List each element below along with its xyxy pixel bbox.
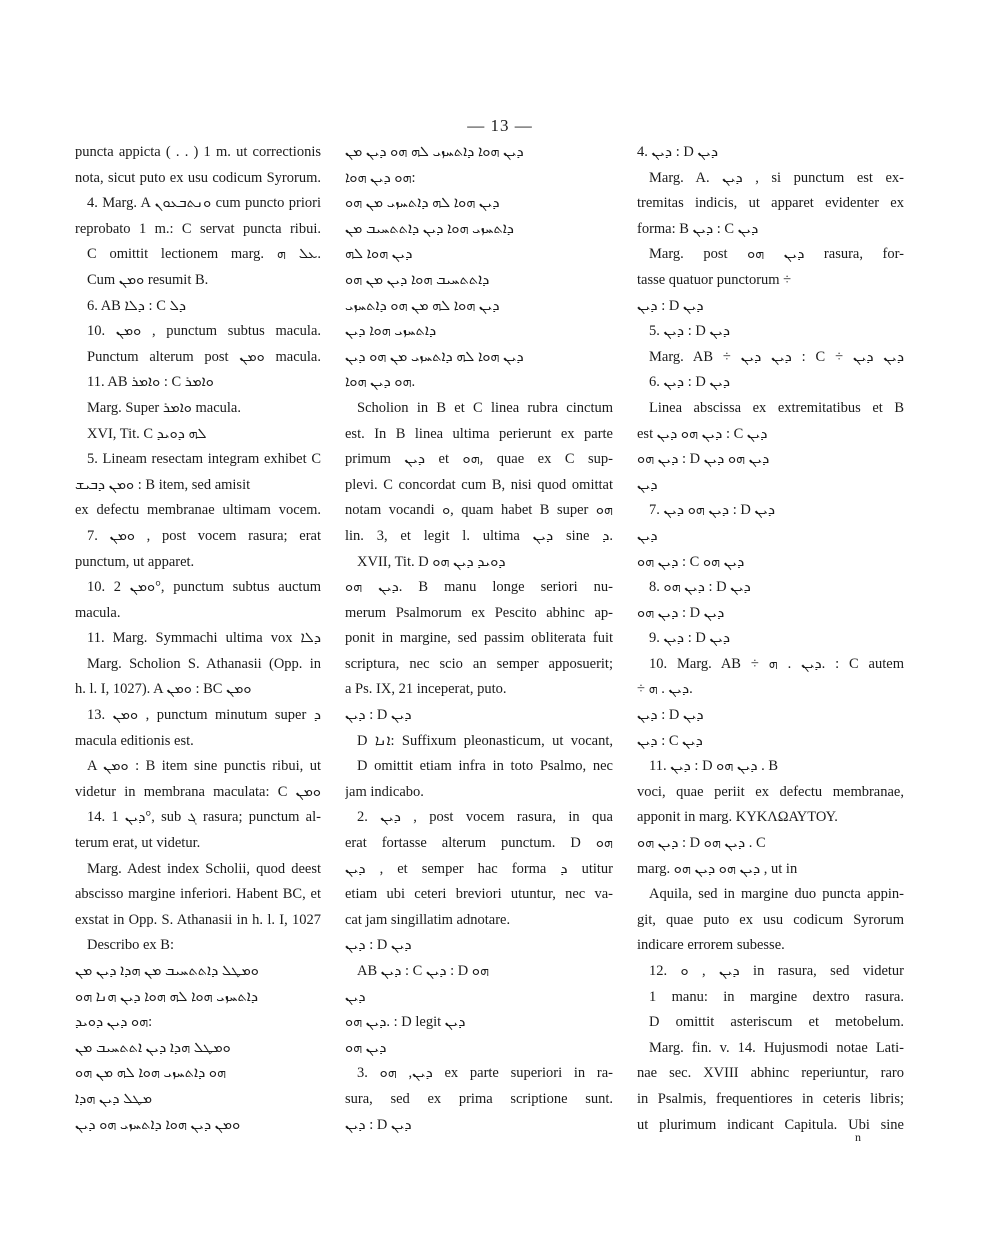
text-line: marg. ܕܝܢ ܗܘ ܕܝܢ ܗܘ , ut in: [637, 860, 798, 877]
text-line: ܕܝܢ : D ܕܝܢ: [345, 937, 412, 954]
text-line: XVI, Tit. C ܠܗ ܕܘܝܕ: [87, 425, 207, 442]
text-line: ܕܝܢ ܗܘ : D ܕܝܢ ܗܘ . C: [637, 835, 766, 852]
text-line: Marg. AB ÷ ܕܝܢ ܕܝܢ : C ÷ ܕܝܢ ܕܝܢ: [649, 348, 904, 365]
text-line: AB ܕܝܢ : C ܕܝܢ : D ܗܘ: [357, 963, 490, 979]
text-line: cat jam singillatim adnotare.: [345, 911, 511, 928]
text-line: est ܕܝܢ ܗܘ ܕܝܢ : C ܕܝܢ: [637, 425, 768, 442]
text-line: Linea abscissa ex extremitatibus et B: [649, 399, 904, 416]
text-line: macula editionis est.: [75, 732, 194, 749]
text-line: 9. ܕܝܢ : D ܕܝܢ: [649, 630, 731, 647]
text-line: 1 manu: in margine dextro rasura.: [649, 988, 904, 1005]
text-line: nota, sicut puto ex usu codicum Syrorum.: [75, 169, 321, 186]
text-line: ܕܝܢ: [345, 988, 366, 1005]
text-line: ܕܝܢ ܗܘܐ ܠܗ: [345, 246, 413, 263]
text-line: ܘܡܢ ܕܝܢ ܗܘܐ ܕܐܬܚܙܝ ܗܘ ܕܝܢ: [75, 1116, 241, 1133]
column-left: [75, 140, 321, 1138]
text-line: tremitas indicis, ut apparet evidenter ex: [637, 195, 904, 212]
text-line: ܕܝܢ: [637, 476, 658, 493]
text-line: primum ܕܝܢ et ܗܘ, quae ex C sup-: [345, 451, 613, 468]
text-line: a Ps. IX, 21 inceperat, puto.: [345, 681, 507, 698]
column-right: [637, 140, 904, 1138]
text-line: ܕܝܢ ܗܘܐ ܠܗ ܕܐܬܚܙܝ ܡܢ ܗܘ: [345, 195, 500, 212]
text-line: sura, sed ex prima scriptione sunt.: [345, 1090, 613, 1107]
text-line: Aquila, sed in margine duo puncta appin-: [649, 886, 904, 903]
text-line: ܘܡܛܠ ܕܐܬܬܚܝܒ ܡܢ ܗܕܐ ܕܝܢ ܡܢ: [75, 963, 259, 979]
text-line: ܘܡܢ ܕܒܝܫ : B item, sed amisit: [75, 476, 251, 493]
text-line: ܘܡܛܠ ܗܕܐ ܕܝܢ ܐܬܬܚܝܒ ܡܢ: [75, 1039, 231, 1056]
text-line: ܡܛܠ ܕܝܢ ܗܕܐ: [75, 1090, 153, 1107]
signature-mark: n: [855, 1130, 861, 1144]
text-line: h. l. I, 1027). A ܘܡܢ : BC ܘܡܢ: [75, 681, 252, 698]
text-line: nae sec. XVIII abhinc reperiuntur, raro: [637, 1065, 904, 1082]
text-line: ex defectu membranae ultimam vocem.: [75, 502, 321, 519]
text-line: indicare errorem subesse.: [637, 937, 785, 954]
text-line: 4. ܕܝܢ : D ܕܝܢ: [637, 144, 719, 160]
text-line: 3. ܕܝܢ, ܗܘ ex parte superiori in ra-: [357, 1065, 613, 1082]
text-line: ܗܘ ܕܝܢ ܗܘܐ:: [345, 169, 416, 186]
text-line: ܕܐܬܚܙܝ ܗܘܐ ܕܝܢ: [345, 323, 437, 340]
text-line: plevi. C concordat cum B, nisi quod omittat: [345, 476, 613, 493]
text-line: Scholion in B et C linea rubra cinctum: [357, 399, 613, 416]
text-line: 12. ܕܝܢ , ܘ in rasura, sed videtur: [649, 963, 904, 979]
text-line: Marg. Adest index Scholii, quod deest: [87, 860, 321, 877]
text-line: ܕܝܢ: [637, 527, 658, 544]
text-line: 10. ܘܡܢ , punctum subtus macula.: [87, 323, 321, 340]
text-line: ܗܘ ܕܐܬܚܙܝ ܗܘܐ ܠܗ ܡܢ ܗܘ: [75, 1065, 227, 1082]
page-number: — 13 —: [467, 116, 533, 135]
text-line: 6. AB ܕܠܐ : C ܕܠ: [87, 297, 187, 314]
text-line: ܗܘ ܕܝܢ ܕܘܝܕ:: [75, 1014, 153, 1031]
text-line: 7. ܘܡܢ , post vocem rasura; erat: [87, 527, 321, 544]
text-line: ܕܝܢ ܗܘ : C ܕܝܢ ܗܘ: [637, 553, 745, 570]
text-line: ܕܝܢ : D ܕܝܢ: [637, 297, 704, 314]
text-line: ܕܝܢ ܗܘ. : D legit ܕܝܢ: [345, 1014, 466, 1031]
text-line: 8. ܕܝܢ ܗܘ : D ܕܝܢ: [649, 579, 751, 596]
text-line: Marg. fin. v. 14. Hujusmodi notae Lati-: [649, 1039, 904, 1056]
text-line: ܕܝܢ ܗܘ : D ܕܝܢ: [637, 604, 725, 621]
text-line: ܕܝܢ ܗܘ : D ܕܝܢ ܗܘ ܕܝܢ: [637, 451, 770, 468]
text-line: ܕܝܢ , et semper hac forma ܕ utitur: [345, 860, 613, 877]
text-line: in Psalmis, frequentiores in ceteris libris;: [637, 1090, 904, 1107]
text-line: ut plurimum indicant Capitula. Ubi sine: [637, 1116, 904, 1133]
text-line: Marg. post ܕܝܢ ܗܘ rasura, for-: [649, 246, 904, 263]
text-line: Marg. Super ܘܐܡܪ macula.: [87, 399, 241, 416]
text-line: 6. ܕܝܢ : D ܕܝܢ: [649, 374, 731, 391]
column-middle: [345, 140, 613, 1138]
text-line: forma: B ܕܝܢ : C ܕܝܢ: [637, 220, 759, 237]
text-line: ܗܘ ܕܝܢ ܗܘܐ.: [345, 374, 416, 391]
text-line: erat fortasse alterum punctum. D ܗܘ: [345, 835, 613, 852]
text-line: C omittit lectionem marg. ܥܠ ܗ.: [87, 246, 321, 263]
text-line: jam indicabo.: [345, 783, 424, 800]
text-line: ܕܝܢ : D ܕܝܢ: [345, 1116, 412, 1133]
text-line: git, quae puto ex usu codicum Syrorum: [637, 911, 904, 928]
text-line: ܕܝܢ : D ܕܝܢ: [637, 707, 704, 724]
text-line: lin. 3, et legit l. ultima ܕܝܢ sine ܕ.: [345, 527, 613, 544]
text-line: ܕܝܢ ܗܘ. B manu longe seriori nu-: [345, 579, 613, 596]
text-line: 10. Marg. AB ÷ ܕܝܢ . ܗ. : C autem: [649, 655, 904, 672]
text-line: etiam ubi ceteri breviori utuntur, nec va-: [345, 886, 613, 903]
text-line: 10. ܘܡܢ 2°, punctum subtus auctum: [87, 579, 321, 596]
text-line: 11. ܕܝܢ : D ܕܝܢ ܗܘ . B: [649, 758, 779, 775]
text-line: Cum ܘܡܢ resumit B.: [87, 271, 209, 288]
text-line: ܕܝܢ : C ܕܝܢ: [637, 732, 703, 749]
text-line: Marg. Scholion S. Athanasii (Opp. in: [87, 655, 321, 672]
text-line: 11. Marg. Symmachi ultima vox ܕܠܐ: [87, 630, 321, 647]
text-line: abscisso margine inferiori. Habent BC, et: [75, 886, 321, 903]
text-line: Marg. A. ܕܝܢ , si punctum est ex-: [649, 169, 904, 186]
text-line: D omittit asteriscum et metobelum.: [649, 1014, 904, 1031]
text-line: scriptura, nec scio an semper apposuerit;: [345, 655, 613, 672]
text-line: terum erat, ut videtur.: [75, 835, 201, 852]
text-line: D omittit etiam infra in toto Psalmo, nec: [357, 758, 613, 775]
text-line: punctum, ut apparet.: [75, 553, 195, 570]
text-line: ÷ ܕܝܢ . ܗ.: [637, 681, 693, 698]
text-line: ܕܝܢ ܗܘܐ ܠܗ ܕܐܬܚܙܝ ܡܢ ܗܘ ܕܝܢ: [345, 348, 524, 365]
text-line: notam vocandi ܘ, quam habet B super ܗܘ: [345, 502, 613, 519]
text-line: tasse quatuor punctorum ÷: [637, 271, 792, 288]
text-line: ponit in margine, sed passim obliterata fuit: [345, 630, 613, 647]
text-line: 2. ܕܝܢ , post vocem rasura, in qua: [357, 809, 613, 826]
text-line: XVII, Tit. D ܕܘܝܕ ܕܝܢ ܗܘ: [357, 553, 506, 570]
text-line: ܕܐܬܚܙܝ ܗܘܐ ܕܝܢ ܕܐܬܬܚܝܒ ܡܢ: [345, 220, 514, 237]
text-line: D ܐܢܐ: Suffixum pleonasticum, ut vocant,: [357, 732, 613, 749]
text-line: 11. AB ܘܐܡܪ : C ܘܐܡܪ: [87, 374, 214, 391]
text-line: ܕܝܢ : D ܕܝܢ: [345, 707, 412, 724]
text-line: ܕܝܢ ܗܘ: [345, 1039, 387, 1056]
text-line: Describo ex B:: [87, 937, 174, 954]
text-line: 13. ܘܡܢ , punctum minutum super ܕ: [87, 707, 321, 724]
text-line: reprobato 1 m.: C servat puncta ribui.: [75, 220, 321, 237]
text-line: 7. ܕܝܢ ܗܘ ܕܝܢ : D ܕܝܢ: [649, 502, 776, 519]
text-line: exstat in Opp. S. Athanasii in h. l. I, 1027: [75, 911, 321, 928]
text-line: ܕܐܬܬܚܝܒ ܗܘܐ ܕܝܢ ܡܢ ܗܘ: [345, 271, 490, 288]
text-line: 14. ܕܝܢ 1°, sub ܓ rasura; punctum al-: [87, 809, 321, 826]
text-line: puncta appicta ( . . ) 1 m. ut correctionis: [75, 144, 321, 160]
text-line: est. In B linea ultima perierunt ex parte: [345, 425, 613, 442]
text-line: A ܘܡܢ : B item sine punctis ribui, ut: [87, 758, 321, 775]
text-line: ܕܝܢ ܗܘܐ ܕܐܬܚܙܝ ܠܗ ܗܘ ܕܝܢ ܡܢ: [345, 144, 524, 160]
text-line: ܕܐܬܚܙܝ ܗܘܐ ܠܗ ܗܘܐ ܕܝܢ ܗܢܐ ܗܘ: [75, 988, 259, 1005]
text-line: 5. Lineam resectam integram exhibet C: [87, 451, 321, 468]
text-line: videtur in membrana maculata: C ܘܡܢ: [75, 783, 321, 800]
text-line: apponit in marg. ΚΥΚΛΩΑΥΤΟΥ.: [637, 809, 838, 826]
text-line: ܕܝܢ ܗܘܐ ܠܗ ܡܢ ܗܘ ܕܐܬܚܙܝ: [345, 297, 500, 314]
text-line: merum Psalmorum ex Pescito abhinc ap-: [345, 604, 613, 621]
text-line: 4. Marg. A ܘܢܬܒܥܘܢ cum puncto priori: [87, 195, 321, 212]
text-line: 5. ܕܝܢ : D ܕܝܢ: [649, 323, 731, 340]
text-line: voci, quae periit ex defectu membranae,: [637, 783, 904, 800]
text-line: Punctum alterum post ܘܡܢ macula.: [87, 348, 321, 365]
text-line: macula.: [75, 604, 121, 621]
